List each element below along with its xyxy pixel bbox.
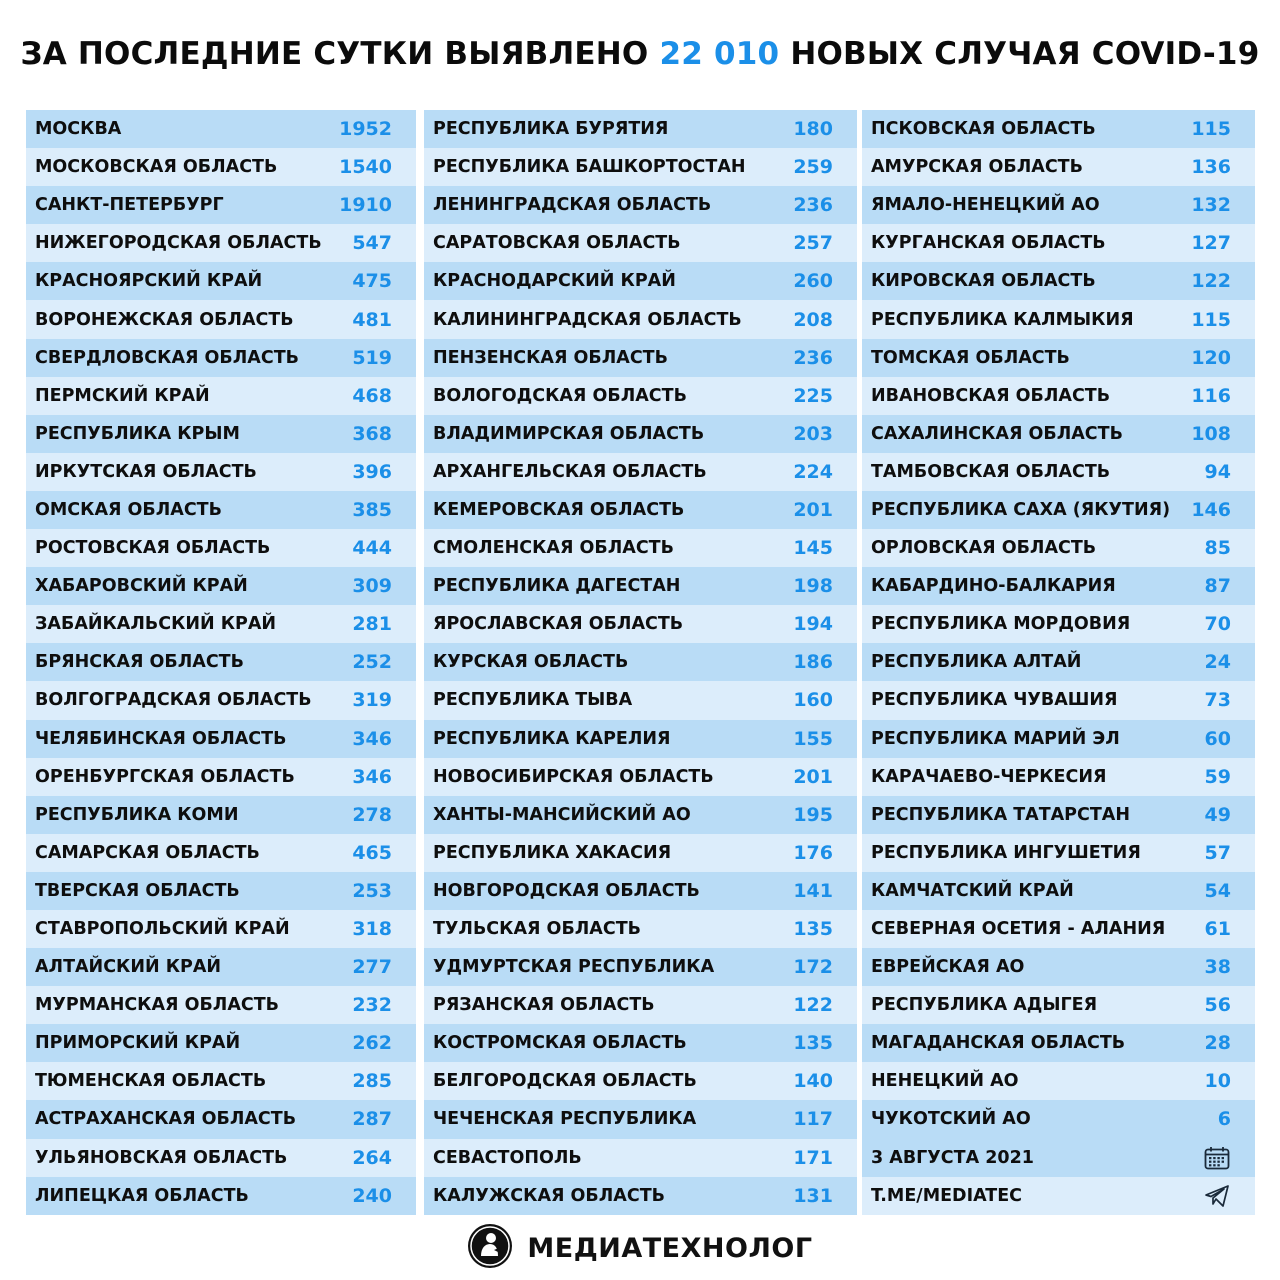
region-name: МАГАДАНСКАЯ ОБЛАСТЬ	[871, 1033, 1126, 1054]
region-name: ЗАБАЙКАЛЬСКИЙ КРАЙ	[35, 614, 277, 635]
case-count: 57	[1204, 841, 1231, 864]
case-count: 281	[352, 613, 392, 636]
region-name: ТВЕРСКАЯ ОБЛАСТЬ	[35, 880, 240, 901]
region-name: ЯРОСЛАВСКАЯ ОБЛАСТЬ	[433, 614, 684, 635]
region-name: КАЛУЖСКАЯ ОБЛАСТЬ	[433, 1185, 665, 1206]
table-row	[862, 224, 1255, 262]
table-row	[26, 681, 416, 719]
region-name: МОСКОВСКАЯ ОБЛАСТЬ	[35, 157, 278, 178]
case-count: 54	[1204, 879, 1231, 902]
table-row	[424, 1100, 857, 1138]
case-count: 141	[793, 879, 833, 902]
table-row	[26, 1139, 416, 1177]
region-name: ТЮМЕНСКАЯ ОБЛАСТЬ	[35, 1071, 267, 1092]
region-name: РЕСПУБЛИКА ТАТАРСТАН	[871, 804, 1130, 825]
case-count: 136	[1191, 156, 1231, 179]
region-name: РЕСПУБЛИКА МОРДОВИЯ	[871, 614, 1131, 635]
table-row	[26, 224, 416, 262]
table-row	[424, 1062, 857, 1100]
table-row	[862, 186, 1255, 224]
region-name: СЕВАСТОПОЛЬ	[433, 1147, 582, 1168]
table-row	[26, 529, 416, 567]
region-name: ПРИМОРСКИЙ КРАЙ	[35, 1033, 241, 1054]
region-name: ОМСКАЯ ОБЛАСТЬ	[35, 499, 222, 520]
region-name: ХАНТЫ-МАНСИЙСКИЙ АО	[433, 804, 691, 825]
region-name: РЕСПУБЛИКА ИНГУШЕТИЯ	[871, 842, 1141, 863]
table-row	[26, 796, 416, 834]
table-row	[424, 148, 857, 186]
table-row	[862, 681, 1255, 719]
table-row	[26, 948, 416, 986]
region-name: КУРСКАЯ ОБЛАСТЬ	[433, 652, 629, 673]
regions-column-1	[26, 110, 416, 1215]
region-name: ИВАНОВСКАЯ ОБЛАСТЬ	[871, 385, 1111, 406]
region-name: РЕСПУБЛИКА ДАГЕСТАН	[433, 576, 681, 597]
table-row	[862, 491, 1255, 529]
calendar-icon	[1203, 1146, 1231, 1170]
case-count: 318	[352, 918, 392, 941]
region-name: ОРЛОВСКАЯ ОБЛАСТЬ	[871, 538, 1097, 559]
table-row	[862, 1100, 1255, 1138]
telegram-icon	[1203, 1184, 1231, 1208]
region-name: ТАМБОВСКАЯ ОБЛАСТЬ	[871, 461, 1111, 482]
table-row	[862, 796, 1255, 834]
region-name: ПЕНЗЕНСКАЯ ОБЛАСТЬ	[433, 347, 668, 368]
table-row	[26, 1177, 416, 1215]
table-row	[862, 300, 1255, 338]
case-count: 115	[1191, 118, 1231, 141]
region-name: СМОЛЕНСКАЯ ОБЛАСТЬ	[433, 538, 674, 559]
region-name: КАБАРДИНО-БАЛКАРИЯ	[871, 576, 1116, 597]
case-count: 116	[1191, 384, 1231, 407]
date-label: 3 АВГУСТА 2021	[871, 1147, 1034, 1168]
region-name: НИЖЕГОРОДСКАЯ ОБЛАСТЬ	[35, 233, 322, 254]
case-count: 94	[1204, 460, 1231, 483]
table-row	[424, 567, 857, 605]
region-name: НОВГОРОДСКАЯ ОБЛАСТЬ	[433, 880, 700, 901]
table-row	[26, 758, 416, 796]
table-row	[26, 834, 416, 872]
region-name: ПЕРМСКИЙ КРАЙ	[35, 385, 210, 406]
case-count: 232	[352, 994, 392, 1017]
case-count: 135	[793, 1032, 833, 1055]
table-row	[424, 720, 857, 758]
mediatech-logo-icon	[467, 1223, 513, 1273]
region-name: ХАБАРОВСКИЙ КРАЙ	[35, 576, 248, 597]
table-row	[26, 605, 416, 643]
case-count: 122	[1191, 270, 1231, 293]
case-count: 122	[793, 994, 833, 1017]
case-count: 277	[352, 956, 392, 979]
table-row	[424, 1139, 857, 1177]
table-row	[862, 872, 1255, 910]
case-count: 56	[1204, 994, 1231, 1017]
table-row	[26, 567, 416, 605]
region-name: ВОРОНЕЖСКАЯ ОБЛАСТЬ	[35, 309, 294, 330]
table-row	[424, 986, 857, 1024]
region-name: САМАРСКАЯ ОБЛАСТЬ	[35, 842, 260, 863]
table-row	[424, 377, 857, 415]
table-row	[424, 605, 857, 643]
table-row	[26, 377, 416, 415]
region-name: СЕВЕРНАЯ ОСЕТИЯ - АЛАНИЯ	[871, 919, 1166, 940]
region-name: КИРОВСКАЯ ОБЛАСТЬ	[871, 271, 1096, 292]
table-row	[424, 529, 857, 567]
case-count: 346	[352, 765, 392, 788]
case-count: 180	[793, 118, 833, 141]
case-count: 203	[793, 422, 833, 445]
case-count: 198	[793, 575, 833, 598]
case-count: 59	[1204, 765, 1231, 788]
case-count: 61	[1204, 918, 1231, 941]
region-name: РЕСПУБЛИКА АДЫГЕЯ	[871, 995, 1098, 1016]
region-name: БЕЛГОРОДСКАЯ ОБЛАСТЬ	[433, 1071, 697, 1092]
table-row	[26, 1062, 416, 1100]
table-row	[26, 300, 416, 338]
case-count: 259	[793, 156, 833, 179]
case-count: 519	[352, 346, 392, 369]
region-name: НЕНЕЦКИЙ АО	[871, 1071, 1019, 1092]
region-name: БРЯНСКАЯ ОБЛАСТЬ	[35, 652, 244, 673]
case-count: 1910	[339, 194, 392, 217]
region-name: САХАЛИНСКАЯ ОБЛАСТЬ	[871, 423, 1123, 444]
region-name: ВОЛГОГРАДСКАЯ ОБЛАСТЬ	[35, 690, 312, 711]
region-name: КУРГАНСКАЯ ОБЛАСТЬ	[871, 233, 1106, 254]
table-row	[862, 453, 1255, 491]
region-name: ЧЕЧЕНСКАЯ РЕСПУБЛИКА	[433, 1109, 697, 1130]
date-row	[862, 1139, 1255, 1177]
table-row	[424, 948, 857, 986]
region-name: РЕСПУБЛИКА АЛТАЙ	[871, 652, 1082, 673]
table-row	[862, 415, 1255, 453]
case-count: 145	[793, 537, 833, 560]
case-count: 385	[352, 498, 392, 521]
case-count: 1952	[339, 118, 392, 141]
region-name: СВЕРДЛОВСКАЯ ОБЛАСТЬ	[35, 347, 299, 368]
region-name: ЧЕЛЯБИНСКАЯ ОБЛАСТЬ	[35, 728, 287, 749]
region-name: АМУРСКАЯ ОБЛАСТЬ	[871, 157, 1083, 178]
case-count: 309	[352, 575, 392, 598]
case-count: 127	[1191, 232, 1231, 255]
table-row	[862, 948, 1255, 986]
table-row	[26, 1100, 416, 1138]
table-row	[26, 262, 416, 300]
title-suffix: НОВЫХ СЛУЧАЯ COVID-19	[779, 36, 1260, 72]
table-row	[862, 910, 1255, 948]
region-name: ЧУКОТСКИЙ АО	[871, 1109, 1031, 1130]
region-name: КРАСНОЯРСКИЙ КРАЙ	[35, 271, 263, 292]
case-count: 264	[352, 1146, 392, 1169]
region-name: АСТРАХАНСКАЯ ОБЛАСТЬ	[35, 1109, 297, 1130]
region-name: АЛТАЙСКИЙ КРАЙ	[35, 957, 222, 978]
table-row	[862, 148, 1255, 186]
table-row	[862, 1062, 1255, 1100]
case-count: 257	[793, 232, 833, 255]
table-row	[424, 758, 857, 796]
region-name: ВЛАДИМИРСКАЯ ОБЛАСТЬ	[433, 423, 705, 444]
region-name: ВОЛОГОДСКАЯ ОБЛАСТЬ	[433, 385, 687, 406]
case-count: 1540	[339, 156, 392, 179]
case-count: 171	[793, 1146, 833, 1169]
table-row	[26, 186, 416, 224]
title-prefix: ЗА ПОСЛЕДНИЕ СУТКИ ВЫЯВЛЕНО	[20, 36, 660, 72]
regions-column-2	[424, 110, 857, 1215]
table-row	[424, 1024, 857, 1062]
case-count: 260	[793, 270, 833, 293]
case-count: 224	[793, 460, 833, 483]
table-row	[424, 491, 857, 529]
region-name: РЕСПУБЛИКА КРЫМ	[35, 423, 240, 444]
telegram-link-row[interactable]	[862, 1177, 1255, 1215]
table-row	[424, 300, 857, 338]
case-count: 6	[1217, 1108, 1231, 1131]
region-name: САРАТОВСКАЯ ОБЛАСТЬ	[433, 233, 681, 254]
region-name: ЕВРЕЙСКАЯ АО	[871, 957, 1025, 978]
telegram-link[interactable]: T.ME/MEDIATEC	[871, 1185, 1023, 1206]
case-count: 253	[352, 879, 392, 902]
case-count: 172	[793, 956, 833, 979]
table-row	[26, 148, 416, 186]
table-row	[424, 453, 857, 491]
region-name: МОСКВА	[35, 119, 122, 140]
table-row	[862, 834, 1255, 872]
table-row	[862, 110, 1255, 148]
table-row	[862, 758, 1255, 796]
table-row	[26, 1024, 416, 1062]
case-count: 287	[352, 1108, 392, 1131]
table-row	[26, 491, 416, 529]
case-count: 10	[1204, 1070, 1231, 1093]
region-name: РЕСПУБЛИКА МАРИЙ ЭЛ	[871, 728, 1120, 749]
table-row	[424, 224, 857, 262]
table-row	[862, 986, 1255, 1024]
region-name: УДМУРТСКАЯ РЕСПУБЛИКА	[433, 957, 715, 978]
case-count: 115	[1191, 308, 1231, 331]
region-name: КАЛИНИНГРАДСКАЯ ОБЛАСТЬ	[433, 309, 742, 330]
case-count: 155	[793, 727, 833, 750]
table-row	[862, 605, 1255, 643]
table-row	[862, 1024, 1255, 1062]
case-count: 38	[1204, 956, 1231, 979]
table-row	[26, 986, 416, 1024]
case-count: 49	[1204, 803, 1231, 826]
region-name: КЕМЕРОВСКАЯ ОБЛАСТЬ	[433, 499, 685, 520]
table-row	[26, 872, 416, 910]
case-count: 208	[793, 308, 833, 331]
case-count: 120	[1191, 346, 1231, 369]
footer	[0, 1226, 1280, 1270]
case-count: 117	[793, 1108, 833, 1131]
case-count: 195	[793, 803, 833, 826]
table-row	[424, 872, 857, 910]
region-name: РЕСПУБЛИКА ХАКАСИЯ	[433, 842, 672, 863]
region-name: СТАВРОПОЛЬСКИЙ КРАЙ	[35, 919, 290, 940]
case-count: 131	[793, 1184, 833, 1207]
table-row	[424, 339, 857, 377]
table-row	[424, 681, 857, 719]
case-count: 319	[352, 689, 392, 712]
case-count: 146	[1191, 498, 1231, 521]
table-row	[424, 186, 857, 224]
table-row	[424, 910, 857, 948]
region-name: МУРМАНСКАЯ ОБЛАСТЬ	[35, 995, 280, 1016]
table-row	[862, 720, 1255, 758]
case-count: 225	[793, 384, 833, 407]
table-row	[26, 643, 416, 681]
case-count: 396	[352, 460, 392, 483]
region-name: УЛЬЯНОВСКАЯ ОБЛАСТЬ	[35, 1147, 288, 1168]
case-count: 24	[1204, 651, 1231, 674]
table-row	[862, 377, 1255, 415]
table-row	[862, 567, 1255, 605]
case-count: 278	[352, 803, 392, 826]
region-name: АРХАНГЕЛЬСКАЯ ОБЛАСТЬ	[433, 461, 707, 482]
case-count: 201	[793, 765, 833, 788]
region-name: НОВОСИБИРСКАЯ ОБЛАСТЬ	[433, 766, 714, 787]
region-name: ЯМАЛО-НЕНЕЦКИЙ АО	[871, 195, 1100, 216]
region-name: ОРЕНБУРГСКАЯ ОБЛАСТЬ	[35, 766, 295, 787]
table-row	[424, 796, 857, 834]
case-count: 140	[793, 1070, 833, 1093]
brand-name: МЕДИАТЕХНОЛОГ	[527, 1232, 813, 1264]
region-name: РЯЗАНСКАЯ ОБЛАСТЬ	[433, 995, 655, 1016]
region-name: РЕСПУБЛИКА КАРЕЛИЯ	[433, 728, 671, 749]
region-name: РЕСПУБЛИКА ЧУВАШИЯ	[871, 690, 1118, 711]
case-count: 186	[793, 651, 833, 674]
regions-column-3	[862, 110, 1255, 1215]
region-name: РЕСПУБЛИКА БАШКОРТОСТАН	[433, 157, 746, 178]
case-count: 70	[1204, 613, 1231, 636]
region-name: ПСКОВСКАЯ ОБЛАСТЬ	[871, 119, 1096, 140]
region-name: КАРАЧАЕВО-ЧЕРКЕСИЯ	[871, 766, 1107, 787]
region-name: КОСТРОМСКАЯ ОБЛАСТЬ	[433, 1033, 687, 1054]
case-count: 176	[793, 841, 833, 864]
case-count: 236	[793, 346, 833, 369]
case-count: 240	[352, 1184, 392, 1207]
table-row	[424, 415, 857, 453]
table-row	[26, 453, 416, 491]
table-row	[26, 415, 416, 453]
table-row	[424, 834, 857, 872]
case-count: 28	[1204, 1032, 1231, 1055]
table-row	[862, 339, 1255, 377]
page-title	[0, 36, 1280, 72]
case-count: 108	[1191, 422, 1231, 445]
table-row	[26, 910, 416, 948]
case-count: 160	[793, 689, 833, 712]
table-row	[424, 643, 857, 681]
region-name: РЕСПУБЛИКА БУРЯТИЯ	[433, 119, 669, 140]
region-name: ТОМСКАЯ ОБЛАСТЬ	[871, 347, 1070, 368]
region-name: РЕСПУБЛИКА ТЫВА	[433, 690, 633, 711]
case-count: 547	[352, 232, 392, 255]
region-name: ЛИПЕЦКАЯ ОБЛАСТЬ	[35, 1185, 249, 1206]
case-count: 252	[352, 651, 392, 674]
case-count: 444	[352, 537, 392, 560]
region-name: КАМЧАТСКИЙ КРАЙ	[871, 880, 1074, 901]
case-count: 468	[352, 384, 392, 407]
case-count: 201	[793, 498, 833, 521]
case-count: 475	[352, 270, 392, 293]
case-count: 465	[352, 841, 392, 864]
table-row	[862, 262, 1255, 300]
case-count: 85	[1204, 537, 1231, 560]
case-count: 236	[793, 194, 833, 217]
case-count: 194	[793, 613, 833, 636]
case-count: 132	[1191, 194, 1231, 217]
case-count: 262	[352, 1032, 392, 1055]
case-count: 73	[1204, 689, 1231, 712]
region-name: ЛЕНИНГРАДСКАЯ ОБЛАСТЬ	[433, 195, 712, 216]
region-name: РЕСПУБЛИКА САХА (ЯКУТИЯ)	[871, 499, 1171, 520]
region-name: КРАСНОДАРСКИЙ КРАЙ	[433, 271, 676, 292]
table-row	[424, 262, 857, 300]
region-name: САНКТ-ПЕТЕРБУРГ	[35, 195, 224, 216]
case-count: 135	[793, 918, 833, 941]
table-row	[424, 110, 857, 148]
region-name: ТУЛЬСКАЯ ОБЛАСТЬ	[433, 919, 641, 940]
region-name: ИРКУТСКАЯ ОБЛАСТЬ	[35, 461, 257, 482]
case-count: 285	[352, 1070, 392, 1093]
table-row	[26, 720, 416, 758]
region-name: РЕСПУБЛИКА КАЛМЫКИЯ	[871, 309, 1134, 330]
case-count: 60	[1204, 727, 1231, 750]
case-count: 346	[352, 727, 392, 750]
table-row	[862, 529, 1255, 567]
table-row	[424, 1177, 857, 1215]
region-name: РЕСПУБЛИКА КОМИ	[35, 804, 239, 825]
title-total-number: 22 010	[659, 36, 780, 72]
table-row	[26, 110, 416, 148]
case-count: 481	[352, 308, 392, 331]
region-name: РОСТОВСКАЯ ОБЛАСТЬ	[35, 538, 271, 559]
table-row	[862, 643, 1255, 681]
case-count: 87	[1204, 575, 1231, 598]
table-row	[26, 339, 416, 377]
case-count: 368	[352, 422, 392, 445]
